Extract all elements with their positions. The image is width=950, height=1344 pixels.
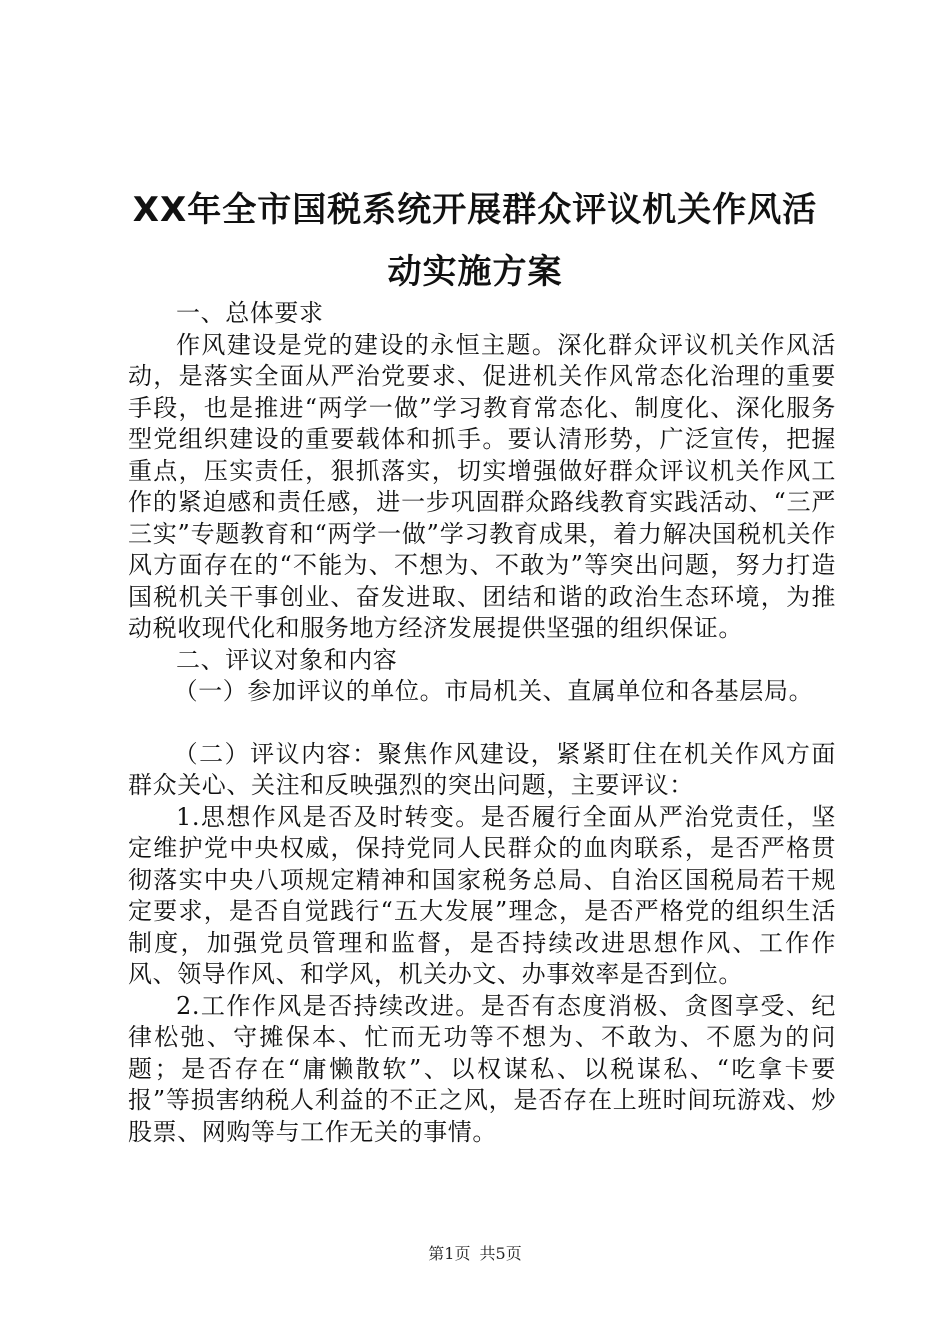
page-footer: [0, 1241, 950, 1264]
paragraph-participating-units: （一）参加评议的单位。市局机关、直属单位和各基层局。: [173, 677, 814, 705]
paragraph-overall-requirements: 作风建设是党的建设的永恒主题。深化群众评议机关作风活动，是落实全面从严治党要求、促进机关作风常态化治理的重要手段，也是推进“两学一做”学习教育常态化、制度化、深化服务型党组织建设的重要载体和抓手。要认清形势，广泛宣传，把握重点，压实责任，狠抓落实，切实增强做好群众评议机关作风工作的紧迫感和责任感，进一步巩固群众路线教育实践活动、“三严三实”专题教育和“两学一做”学习教育成果，着力解决国税机关作风方面存在的“不能为、不想为、不敢为”等突出问题，努力打造国税机关干事创业、奋发进取、团结和谐的政治生态环境，为推动税收现代化和服务地方经济发展提供坚强的组织保证。: [128, 330, 836, 642]
section-heading-evaluation-scope: 二、评议对象和内容: [176, 645, 398, 674]
paragraph-work-style: 2.工作作风是否持续改进。是否有态度消极、贪图享受、纪律松弛、守摊保本、忙而无功等不想为、不敢为、不愿为的问题；是否存在“庸懒散软”、以权谋私、以税谋私、“吃拿卡要报”等损害纳税人利益的不正之风，是否存在上班时间玩游戏、炒股票、网购等与工作无关的事情。: [128, 991, 836, 1146]
document-title-line-2: 动实施方案: [387, 252, 563, 292]
section-heading-overall-requirements: 一、总体要求: [176, 299, 324, 327]
paragraph-ideological-style: 1.思想作风是否及时转变。是否履行全面从严治党责任，坚定维护党中央权威，保持党同人民群众的血肉联系，是否严格贯彻落实中央八项规定精神和国家税务总局、自治区国税局若干规定要求，是否自觉践行“五大发展”理念，是否严格党的组织生活制度，加强党员管理和监督，是否持续改进思想作风、工作作风、领导作风、和学风，机关办文、办事效率是否到位。: [128, 802, 836, 988]
document-title-line-1: XX年全市国税系统开展群众评议机关作风活: [132, 190, 818, 230]
page-total: 共5页: [479, 1244, 522, 1263]
page-number: 第1页: [428, 1244, 471, 1263]
paragraph-evaluation-content: （二）评议内容：聚焦作风建设，紧紧盯住在机关作风方面群众关心、关注和反映强烈的突出问题，主要评议：: [128, 739, 836, 799]
document-body: [128, 298, 836, 1148]
